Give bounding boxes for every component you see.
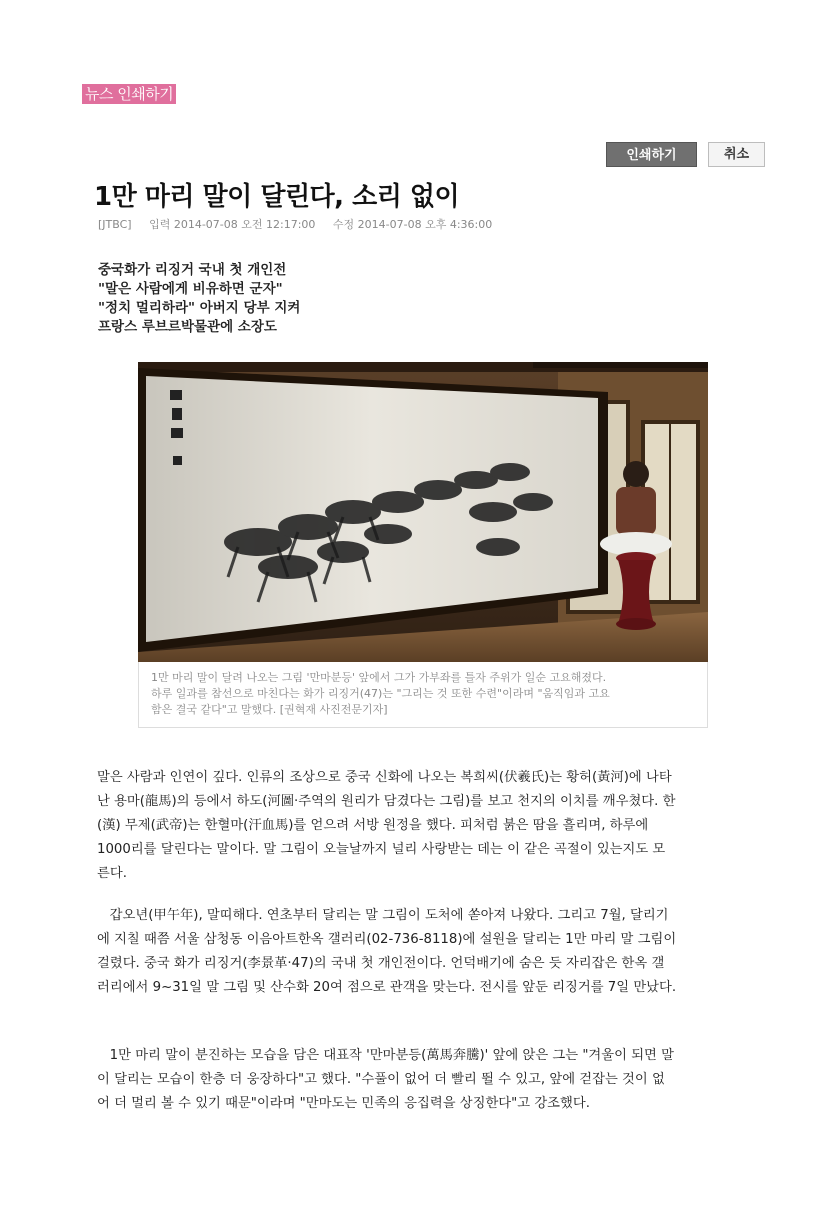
- photo-caption: [138, 662, 708, 728]
- subhead-line: 프랑스 루브르박물관에 소장도: [98, 319, 277, 335]
- print-button[interactable]: 인쇄하기: [606, 142, 697, 167]
- subhead-line: "말은 사람에게 비유하면 군자": [98, 281, 283, 297]
- modified-date: 수정 2014-07-08 오후 4:36:00: [332, 218, 493, 231]
- published-date: 입력 2014-07-08 오전 12:17:00: [149, 218, 316, 231]
- cancel-button[interactable]: 취소: [708, 142, 765, 167]
- article-photo: [138, 362, 708, 662]
- paragraph-line: 1만 마리 말이 분진하는 모습을 담은 대표작 '만마분등(萬馬奔騰)' 앞에 앉은 그는 "겨울이 되면 말: [97, 1048, 674, 1063]
- paragraph-line: 갑오년(甲午年), 말띠해다. 연초부터 달리는 말 그림이 도처에 쏟아져 나왔다. 그리고 7월, 달리기: [97, 908, 669, 923]
- article-paragraph: [97, 904, 749, 1000]
- paragraph-line: 이 달리는 모습이 한층 더 웅장하다"고 했다. "수풀이 없어 더 빨리 뛸 수 있고, 앞에 걷잡는 것이 없: [97, 1072, 665, 1087]
- paragraph-line: 말은 사람과 인연이 깊다. 인류의 조상으로 중국 신화에 나오는 복희씨(伏羲氏)는 황허(黃河)에 나타: [97, 770, 672, 785]
- article-subheads: [98, 261, 300, 337]
- caption-line: 함은 결국 같다"고 말했다. [권혁재 사진전문기자]: [151, 703, 388, 716]
- caption-line: 1만 마리 말이 달려 나오는 그림 '만마분등' 앞에서 그가 가부좌를 틀자 주위가 일순 고요해졌다.: [151, 671, 607, 684]
- paragraph-line: (漢) 무제(武帝)는 한혈마(汗血馬)를 얻으려 서방 원정을 했다. 피처럼 붉은 땀을 흘리며, 하루에: [97, 818, 649, 833]
- article-paragraph: [97, 1044, 749, 1116]
- subhead-line: "정치 멀리하라" 아버지 당부 지켜: [98, 300, 301, 316]
- article-source: [JTBC]: [98, 218, 132, 231]
- paragraph-line: 어 더 멀리 볼 수 있기 때문"이라며 "만마도는 민족의 응집력을 상징한다"고 강조했다.: [97, 1096, 590, 1111]
- article-paragraph: [97, 766, 749, 886]
- paragraph-line: 에 지칠 때쯤 서울 삼청동 이음아트한옥 갤러리(02-736-8118)에 설원을 달리는 1만 마리 말 그림이: [97, 932, 677, 947]
- news-print-logo: 뉴스 인쇄하기: [82, 84, 176, 104]
- subhead-line: 중국화가 리징거 국내 첫 개인전: [98, 262, 287, 278]
- article-title: 1만 마리 말이 달린다, 소리 없이: [94, 182, 460, 212]
- caption-line: 하루 일과를 참선으로 마친다는 화가 리징거(47)는 "그리는 것 또한 수련"이라며 "움직임과 고요: [151, 687, 610, 700]
- paragraph-line: 른다.: [97, 866, 127, 881]
- paragraph-line: 1000리를 달린다는 말이다. 말 그림이 오늘날까지 널리 사랑받는 데는 이 같은 곡절이 있는지도 모: [97, 842, 666, 857]
- paragraph-line: 난 용마(龍馬)의 등에서 하도(河圖·주역의 원리가 담겼다는 그림)를 보고 천지의 이치를 깨우쳤다. 한: [97, 794, 676, 809]
- paragraph-line: 걸렸다. 중국 화가 리징거(李景革·47)의 국내 첫 개인전이다. 언덕배기에 숨은 듯 자리잡은 한옥 갤: [97, 956, 665, 971]
- paragraph-line: 러리에서 9~31일 말 그림 및 산수화 20여 점으로 관객을 맞는다. 전시를 앞둔 리징거를 7일 만났다.: [97, 980, 677, 995]
- article-meta: [98, 216, 506, 232]
